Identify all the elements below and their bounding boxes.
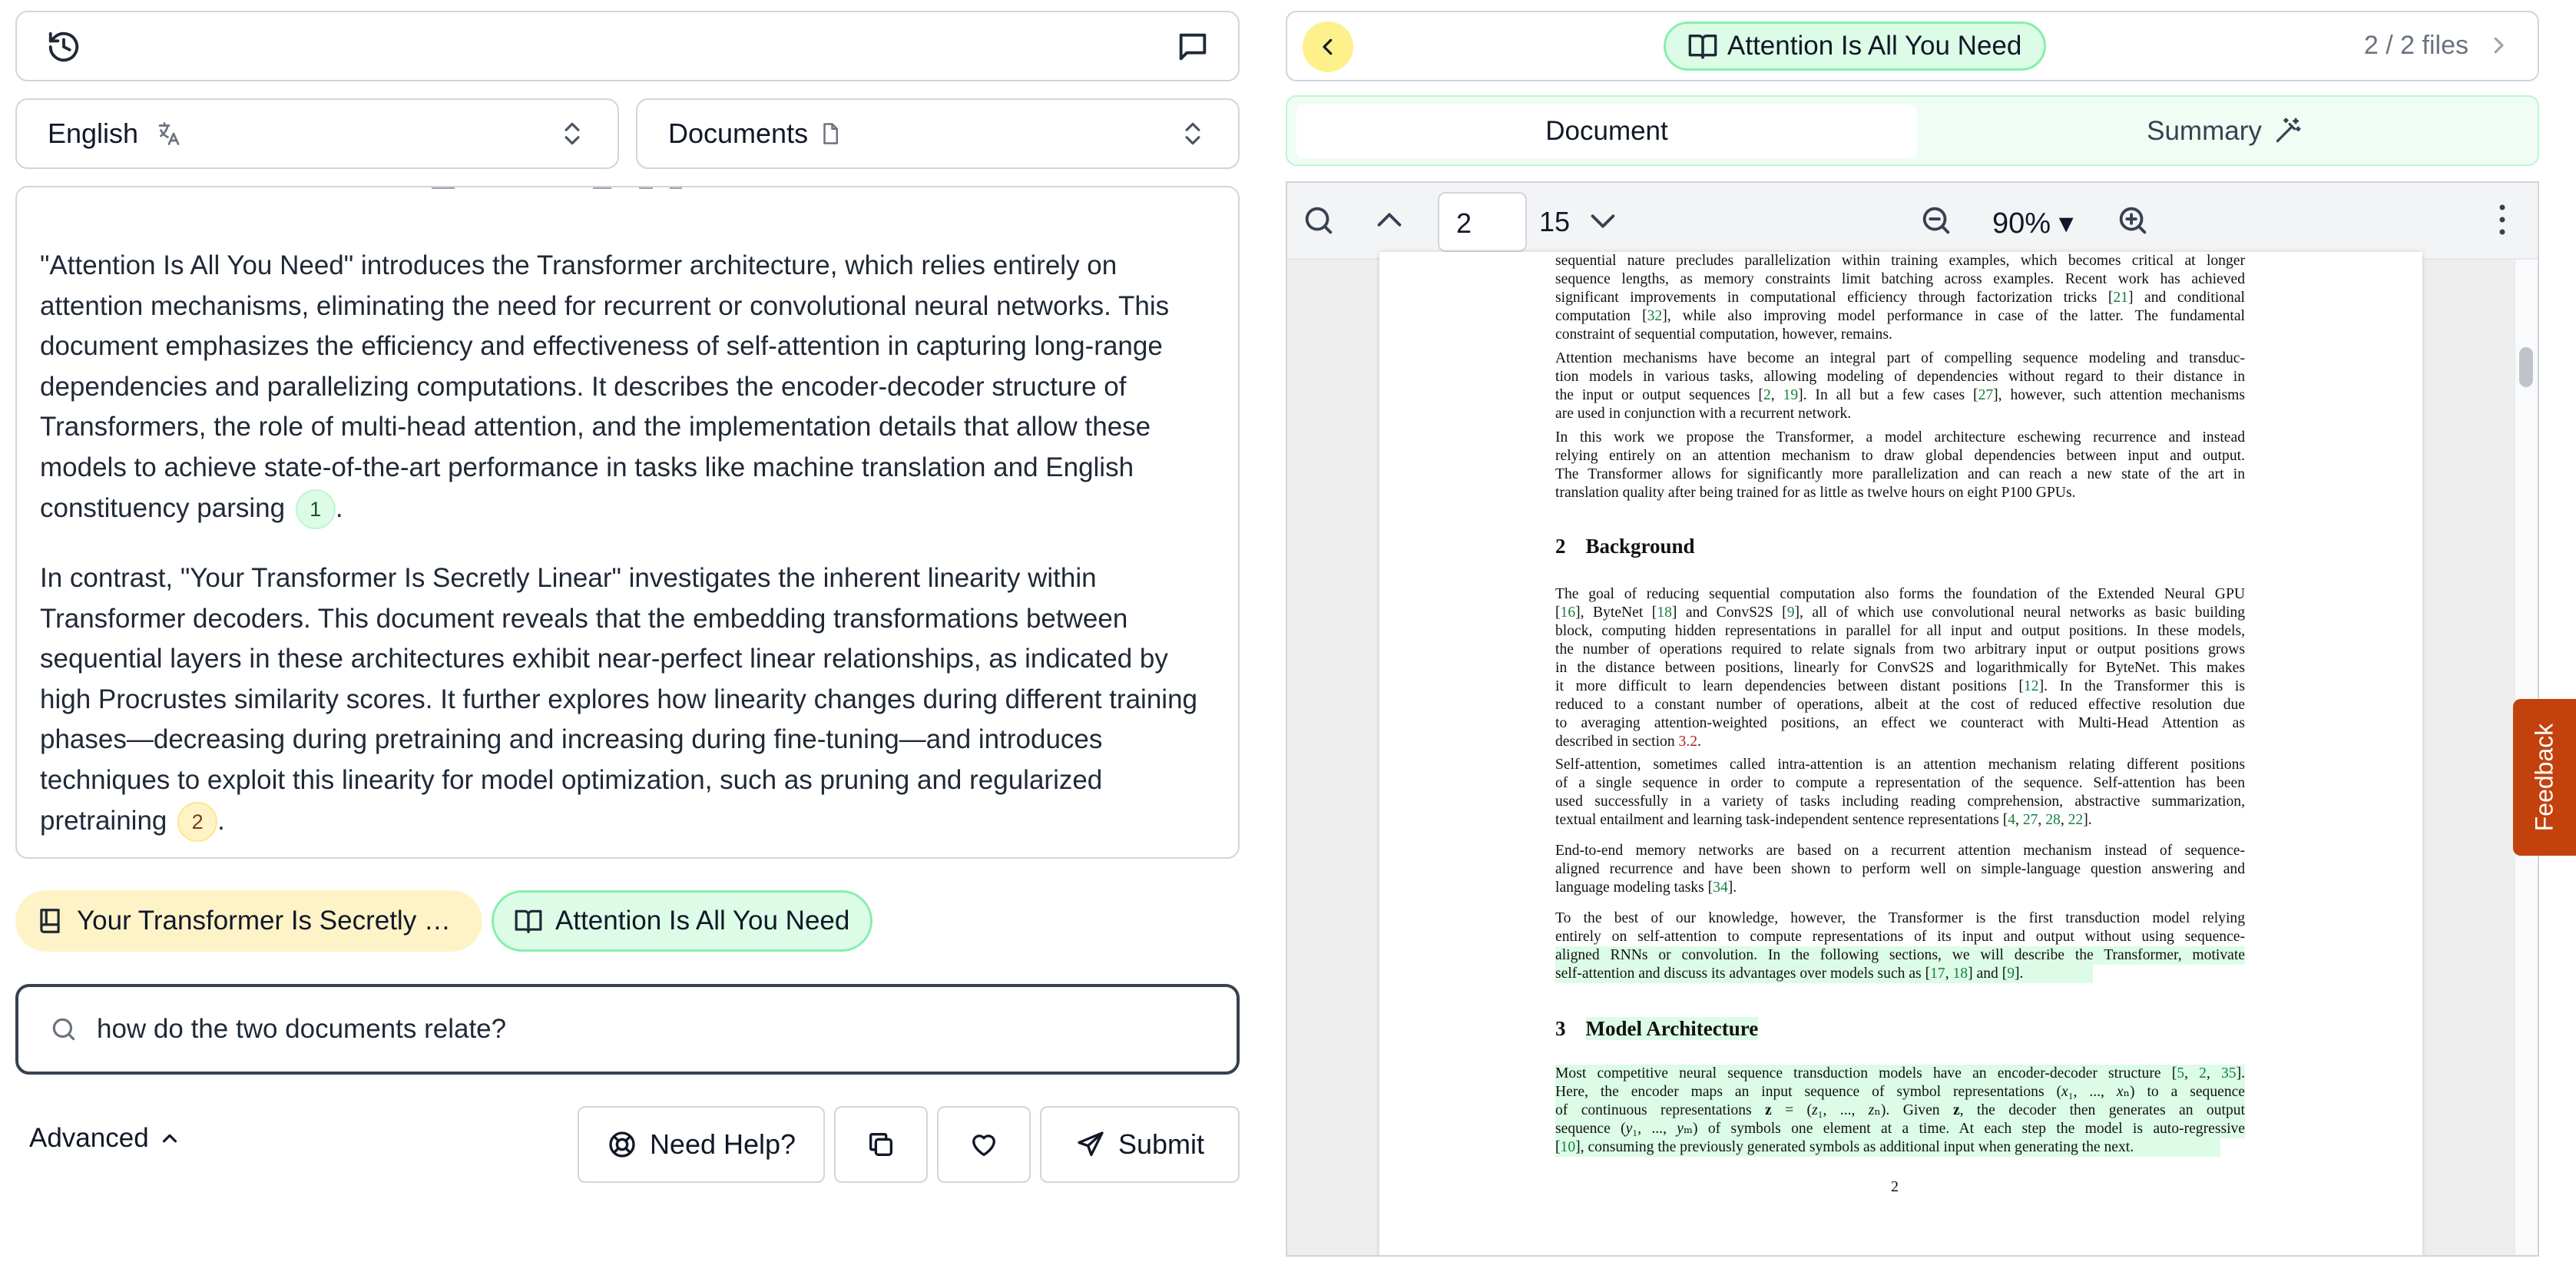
citation-badge-1[interactable]: 1: [296, 489, 336, 529]
query-box[interactable]: [15, 984, 1240, 1075]
pdf-paragraph-highlighted: To the best of our knowledge, however, the Transformer is the first transduction model relying entirely on self-attention to compute representations of its input and output without using sequence- aligned RNNs or convolution. In the following sections, we will describe the Transformer, motivate self-attention and discuss its advantages over models such as [17, 18] and [9].: [1555, 910, 2245, 982]
previous-file-button[interactable]: [1303, 22, 1353, 72]
chevron-updown-icon: [558, 119, 587, 151]
page-number-input[interactable]: 2: [1438, 192, 1527, 252]
source-select-value: Documents: [668, 118, 809, 149]
pdf-paragraph: Attention mechanisms have become an integral part of compelling sequence modeling and transduc- tion models in various tasks, allowing modeling of dependencies without regard to their distance in the input or output sequences [2, 19]. In all but a few cases [27], however, such attention mechanisms are used in conjunction with a recurrent network.: [1555, 350, 2245, 422]
chevron-up-icon: [158, 1127, 181, 1150]
next-file-button[interactable]: [2487, 34, 2510, 57]
magic-wand-icon: [2273, 117, 2302, 146]
lifebuoy-icon: [607, 1129, 637, 1160]
source-select[interactable]: [636, 98, 1240, 169]
search-icon[interactable]: [1301, 203, 1336, 238]
chevron-up-icon[interactable]: [1372, 203, 1407, 238]
zoom-out-icon[interactable]: [1919, 203, 1954, 238]
send-icon: [1075, 1129, 1106, 1160]
clipped-previous-line: [55, 186, 823, 194]
answer-paragraph-2: In contrast, "Your Transformer Is Secretly Linear" investigates the inherent linearity within Transformer decoders. This document reveals that the embedding transformations between sequential layers in these architectures exhibit near-perfect linear relationships, as indicated by high Procrustes similarity scores. It further explores how linearity changes during different training phases—decreasing during pretraining and increasing during fine-tuning—and introduces techniques to exploit this linearity for model optimization, such as pruning and regularized pretraining 2 .: [40, 558, 1223, 842]
favorite-button[interactable]: [937, 1106, 1031, 1183]
chevron-updown-icon: [1178, 119, 1207, 151]
chevron-down-icon[interactable]: [1585, 203, 1621, 238]
submit-label: Submit: [1117, 1128, 1205, 1160]
language-select-value: English: [48, 118, 139, 149]
tab-summary[interactable]: [1917, 104, 2531, 158]
view-tabs: [1286, 95, 2539, 166]
feedback-label: Feedback: [2530, 723, 2558, 832]
doc-chip-secretly-linear[interactable]: [15, 890, 482, 952]
section-heading-model-architecture: 3 Model Architecture: [1555, 1017, 1759, 1040]
document-title-chip[interactable]: [1664, 22, 2046, 71]
answer-paragraph-1: "Attention Is All You Need" introduces the Transformer architecture, which relies entirely on attention mechanisms, eliminating the need for recurrent or convolutional neural networks. This document emphasizes the efficiency and effectiveness of self-attention in capturing long-range dependencies and parallelizing computations. It describes the encoder-decoder structure of Transformers, the role of multi-head attention, and the implementation details that allow these models to achieve state-of-the-art performance in tasks like machine translation and English constituency parsing 1 .: [40, 246, 1223, 529]
translate-icon: [155, 120, 183, 147]
citation-badge-2[interactable]: 2: [177, 802, 217, 842]
section-heading-background: 2 Background: [1555, 535, 1695, 558]
pdf-page: [1379, 252, 2422, 1257]
pdf-page-number: 2: [1891, 1178, 1899, 1195]
submit-button[interactable]: [1040, 1106, 1240, 1183]
query-input[interactable]: [97, 1014, 1172, 1045]
pdf-paragraph-highlighted: Most competitive neural sequence transduction models have an encoder-decoder structure [5, 2, 35]. Here, the encoder maps an input sequence of symbol representations (x₁, ..., xₙ) to a sequence of continuous representations z = (z₁, ..., zₙ). Given z, the decoder then generates an output sequence (y₁, ..., yₘ) of symbols one element at a time. At each step the model is auto-regressive [10], consuming the previously generated symbols as additional input when generating the next.: [1555, 1065, 2245, 1155]
advanced-label: Advanced: [29, 1123, 149, 1153]
tab-summary-label: Summary: [2147, 116, 2262, 146]
doc-chip-label: Attention Is All You Need: [555, 906, 850, 936]
tab-document[interactable]: [1296, 104, 1917, 158]
scrollbar-thumb[interactable]: [2519, 347, 2533, 387]
file-icon: [819, 122, 842, 145]
open-book-icon: [514, 906, 543, 936]
page-total: 15: [1539, 206, 1571, 237]
pdf-toolbar: [1287, 183, 2538, 260]
chat-icon[interactable]: [1175, 29, 1210, 65]
doc-chip-attention[interactable]: [492, 890, 872, 952]
pdf-viewer: [1286, 181, 2539, 1257]
files-counter: 2 / 2 files: [2363, 31, 2468, 60]
need-help-label: Need Help?: [649, 1128, 796, 1160]
chevron-right-icon: [2487, 34, 2510, 57]
pdf-scroll-area[interactable]: [1287, 253, 2538, 1257]
feedback-button[interactable]: [2513, 699, 2576, 856]
advanced-toggle[interactable]: [29, 1123, 181, 1154]
pdf-paragraph: End-to-end memory networks are based on a recurrent attention mechanism instead of sequence- aligned recurrence and have been shown to perform well on simple-language question answering and language modeling tasks [34].: [1555, 843, 2245, 896]
copy-icon: [866, 1129, 896, 1160]
book-icon: [35, 906, 65, 936]
pdf-paragraph: In this work we propose the Transformer, a model architecture eschewing recurrence and instead relying entirely on an attention mechanism to draw global dependencies between input and output. The Transformer allows for significantly more parallelization and can reach a new state of the art in translation quality after being trained for as little as twelve hours on eight P100 GPUs.: [1555, 429, 2245, 501]
more-options-icon[interactable]: [2496, 201, 2508, 238]
document-header: [1286, 11, 2539, 81]
tab-document-label: Document: [1545, 116, 1668, 146]
document-title: Attention Is All You Need: [1727, 31, 2022, 61]
heart-icon: [968, 1129, 999, 1160]
doc-chip-label: Your Transformer Is Secretly …: [77, 906, 451, 936]
search-icon: [49, 1015, 78, 1044]
chevron-left-icon: [1316, 35, 1339, 58]
answer-panel: [15, 186, 1240, 859]
history-icon[interactable]: [46, 29, 81, 65]
pdf-paragraph: sequential nature precludes parallelization within training examples, which becomes critical at longer sequence lengths, as memory constraints limit batching across examples. Recent work has achieved significant improvements in computational efficiency through factorization tricks [21] and conditional computation [32], while also improving model performance in case of the latter. The fundamental constraint of sequential computation, however, remains.: [1555, 253, 2245, 343]
pdf-paragraph: The goal of reducing sequential computation also forms the foundation of the Extended Neural GPU [16], ByteNet [18] and ConvS2S [9], all of which use convolutional neural networks as basic building block, computing hidden representations in parallel for all input and output positions. In these models, the number of operations required to relate signals from two arbitrary input or output positions grows in the distance between positions, linearly for ConvS2S and logarithmically for ByteNet. This makes it more difficult to learn dependencies between distant positions [12]. In the Transformer this is reduced to a constant number of operations, albeit at the cost of reduced effective resolution due to averaging attention-weighted positions, an effect we counteract with Multi-Head Attention as described in section 3.2.: [1555, 586, 2245, 750]
pdf-paragraph: Self-attention, sometimes called intra-attention is an attention mechanism relating different positions of a single sequence in order to compute a representation of the sequence. Self-attention has been used successfully in a variety of tasks including reading comprehension, abstractive summarization, textual entailment and learning task-independent sentence representations [4, 27, 28, 22].: [1555, 757, 2245, 828]
copy-button[interactable]: [834, 1106, 928, 1183]
zoom-in-icon[interactable]: [2115, 203, 2151, 238]
open-book-icon: [1687, 31, 1718, 61]
language-select[interactable]: [15, 98, 619, 169]
top-toolbar: [15, 11, 1240, 81]
need-help-button[interactable]: [578, 1106, 825, 1183]
zoom-select[interactable]: 90% ▾: [1992, 207, 2074, 240]
